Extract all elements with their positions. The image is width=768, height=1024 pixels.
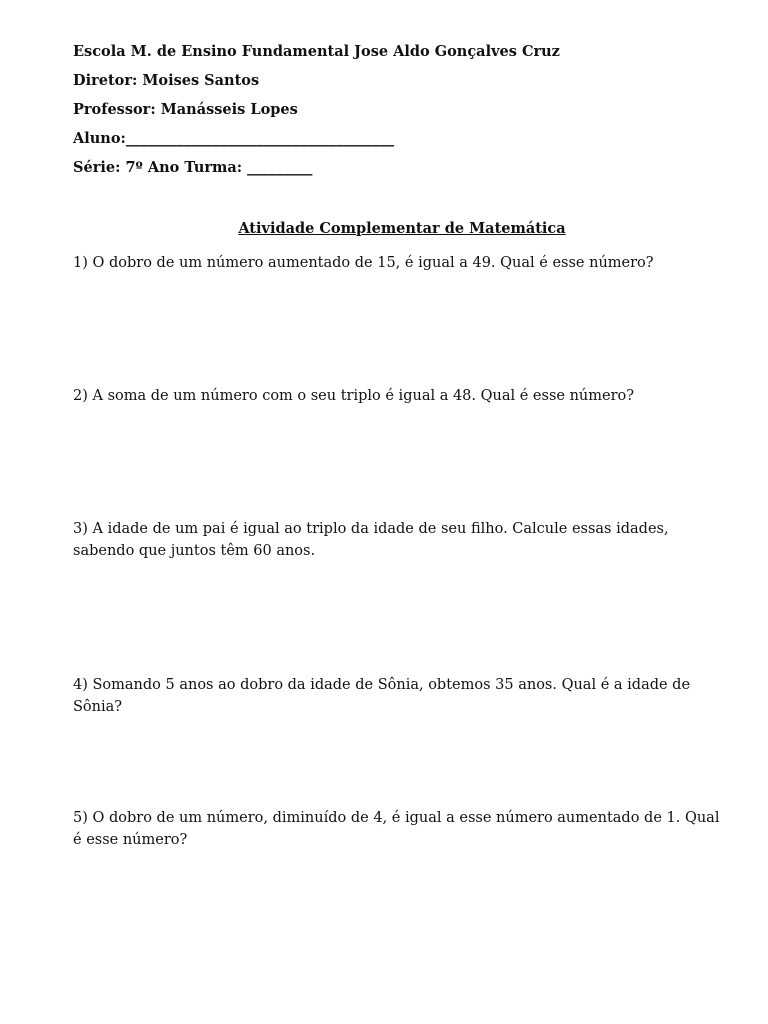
student-name-line: Aluno:_____________________________________ (73, 130, 395, 147)
question-3: 3) A idade de um pai é igual ao triplo da idade de seu filho. Calcule essas idades, sabendo que juntos têm 60 anos. (73, 521, 669, 559)
activity-title: Atividade Complementar de Matemática (238, 220, 566, 237)
grade-class-line: Série: 7º Ano Turma: _________ (73, 159, 313, 176)
school-name: Escola M. de Ensino Fundamental Jose Aldo Gonçalves Cruz (73, 43, 560, 60)
question-4: 4) Somando 5 anos ao dobro da idade de Sônia, obtemos 35 anos. Qual é a idade de Sônia? (73, 677, 691, 715)
question-5: 5) O dobro de um número, diminuído de 4, é igual a esse número aumentado de 1. Qual é esse número? (73, 810, 720, 848)
director-line: Diretor: Moises Santos (73, 72, 260, 89)
question-2: 2) A soma de um número com o seu triplo é igual a 48. Qual é esse número? (73, 388, 635, 404)
question-1: 1) O dobro de um número aumentado de 15, é igual a 49. Qual é esse número? (73, 255, 654, 271)
teacher-line: Professor: Manásseis Lopes (73, 101, 298, 118)
